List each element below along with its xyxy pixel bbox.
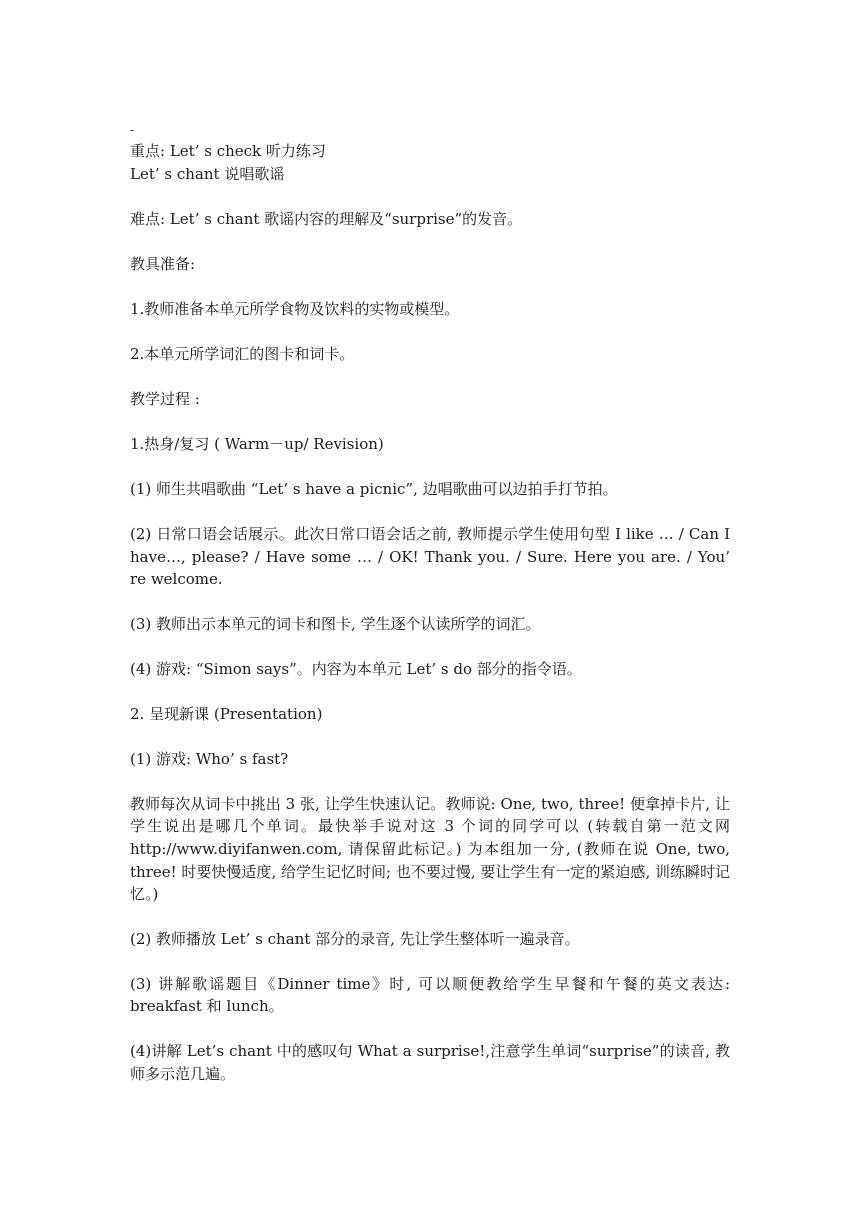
key-point-line-1: 重点: Let’ s check 听力练习 [130,142,326,160]
step2-item-1: (1) 游戏: Who’ s fast? [130,749,289,768]
step2-item-2: (2) 教师播放 Let’ s chant 部分的录音, 先让学生整体听一遍录音。 [130,929,580,948]
materials-heading: 教具准备: [130,255,196,273]
material-item-2: 2.本单元所学词汇的图卡和词卡。 [130,345,355,363]
step1-item-3: (3) 教师出示本单元的词卡和图卡, 学生逐个认读所学的词汇。 [130,614,541,633]
step2-item-4: (4)讲解 Let’s chant 中的感叹句 What a surprise!,注意学生单词“surprise”的读音, 教师多示范几遍。 [130,1041,730,1083]
step1-item-2: (2) 日常口语会话展示。此次日常口语会话之前, 教师提示学生使用句型 I like … / Can I have…, please? / Have some … / OK! Thank you. / Sure. Here you are. / You’ re welcome. [130,525,730,589]
difficulty-line: 难点: Let’ s chant 歌谣内容的理解及“surprise”的发音。 [130,210,523,228]
process-heading: 教学过程 : [130,390,200,408]
step1-item-1: (1) 师生共唱歌曲 “Let’ s have a picnic”, 边唱歌曲可以边拍手打节拍。 [130,480,618,498]
step2-heading: 2. 呈现新课 (Presentation) [130,704,323,723]
step1-heading: 1.热身/复习 ( Warm－up/ Revision) [130,435,384,453]
step2-item-1-description: 教师每次从词卡中挑出 3 张, 让学生快速认记。教师说: One, two, three! 便拿掉卡片, 让学生说出是哪几个单词。最快举手说对这 3 个词的同学可以 (转载自第一范文网 http://www.diyifanwen.com, 请保留此标记。) 为本组加一分, (教师在说 One, two, three! 时要快慢适度, 给学生记忆时间; 也不要过慢, 要让学生有一定的紧迫感, 训练瞬时记忆。) [130,794,730,904]
key-point-line-2: Let’ s chant 说唱歌谣 [130,165,285,183]
document-page [130,122,730,1085]
top-dash: - [130,123,135,138]
step2-item-3: (3) 讲解歌谣题目《Dinner time》时, 可以顺便教给学生早餐和午餐的英文表达: breakfast 和 lunch。 [130,974,730,1016]
material-item-1: 1.教师准备本单元所学食物及饮料的实物或模型。 [130,300,460,318]
step1-item-4: (4) 游戏: “Simon says”。内容为本单元 Let’ s do 部分的指令语。 [130,659,582,678]
